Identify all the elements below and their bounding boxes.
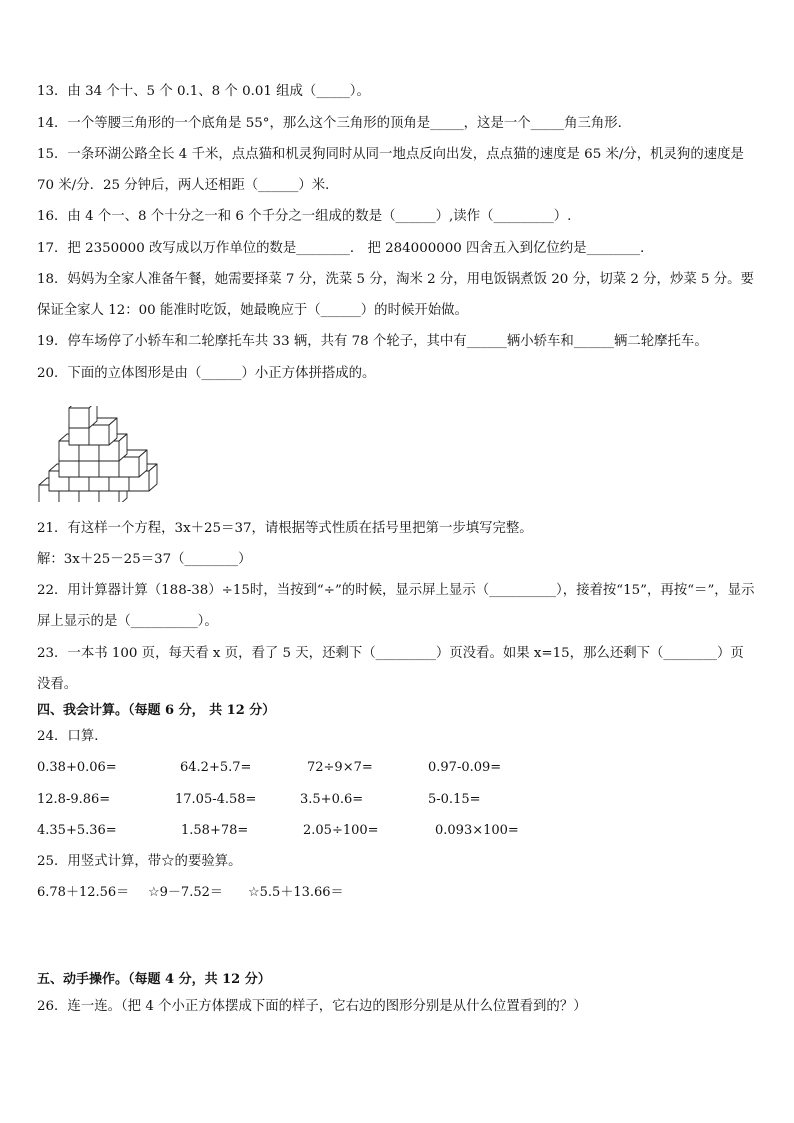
oral-calc-item: 0.093×100= — [435, 823, 519, 838]
question-17: 17．把 2350000 改写成以万作单位的数是________． 把 284000000 四舍五入到亿位约是________． — [37, 241, 654, 256]
question-21: 21．有这样一个方程，3x＋25＝37，请根据等式性质在括号里把第一步填写完整。 — [37, 521, 533, 536]
section-4-heading: 四、我会计算。（每题 6 分， 共 12 分） — [37, 703, 276, 718]
question-20: 20．下面的立体图形是由（______）小正方体拼搭成的。 — [37, 366, 376, 381]
section-5-heading: 五、动手操作。（每题 4 分，共 12 分） — [37, 972, 271, 987]
question-23-line2: 没看。 — [37, 677, 78, 692]
oral-calc-item: 17.05-4.58= — [175, 792, 257, 807]
cube-stack-figure — [37, 406, 162, 502]
cube — [69, 406, 97, 428]
question-14: 14．一个等腰三角形的一个底角是 55°，那么这个三角形的顶角是_____，这是一个_____角三角形． — [37, 116, 632, 131]
question-24: 24．口算． — [37, 729, 108, 744]
oral-calc-item: 0.97-0.09= — [428, 760, 502, 775]
oral-calc-item: 0.38+0.06= — [37, 760, 117, 775]
question-19: 19．停车场停了小轿车和二轮摩托车共 33 辆，共有 78 个轮子，其中有______辆小轿车和______辆二轮摩托车。 — [37, 334, 708, 349]
vertical-calc-item: ☆9－7.52＝ — [148, 885, 223, 900]
question-21-solution: 解：3x＋25－25＝37（________） — [37, 552, 252, 567]
vertical-calc-item: ☆5.5＋13.66＝ — [248, 885, 344, 900]
question-18-line2: 保证全家人 12：00 能准时吃饭，她最晚应于（______）的时候开始做。 — [37, 303, 468, 318]
oral-calc-item: 3.5+0.6= — [300, 792, 364, 807]
oral-calc-item: 2.05÷100= — [303, 823, 379, 838]
oral-calc-item: 72÷9×7= — [307, 760, 373, 775]
question-15-line2: 70 米/分．25 分钟后，两人还相距（______）米． — [37, 178, 339, 193]
oral-calc-item: 5-0.15= — [428, 792, 481, 807]
question-22-line2: 屏上显示的是（__________）。 — [37, 614, 218, 629]
question-13: 13．由 34 个十、5 个 0.1、8 个 0.01 组成（_____）。 — [37, 84, 370, 99]
question-16: 16．由 4 个一、8 个十分之一和 6 个千分之一组成的数是（______）,读作（_________）. — [37, 209, 572, 224]
question-15-line1: 15．一条环湖公路全长 4 千米，点点猫和机灵狗同时从同一地点反向出发，点点猫的速度是 65 米/分，机灵狗的速度是 — [37, 147, 744, 162]
question-18-line1: 18．妈妈为全家人准备午餐，她需要择菜 7 分，洗菜 5 分，淘米 2 分，用电饭锅煮饭 20 分，切菜 2 分，炒菜 5 分。要 — [37, 272, 754, 287]
oral-calc-item: 1.58+78= — [181, 823, 249, 838]
question-25: 25．用竖式计算，带☆的要验算。 — [37, 854, 242, 869]
question-22-line1: 22．用计算器计算（188-38）÷15时，当按到“÷”的时候，显示屏上显示（__________），接着按“15”，再按“＝”，显示 — [37, 583, 755, 598]
vertical-calc-item: 6.78＋12.56＝ — [37, 885, 130, 900]
oral-calc-item: 64.2+5.7= — [180, 760, 252, 775]
question-23-line1: 23．一本书 100 页，每天看 x 页，看了 5 天，还剩下（_________）页没看。如果 x=15，那么还剩下（________）页 — [37, 646, 744, 661]
oral-calc-item: 4.35+5.36= — [37, 823, 117, 838]
question-26: 26．连一连。（把 4 个小正方体摆成下面的样子，它右边的图形分别是从什么位置看到的？） — [37, 999, 587, 1014]
oral-calc-item: 12.8-9.86= — [37, 792, 111, 807]
